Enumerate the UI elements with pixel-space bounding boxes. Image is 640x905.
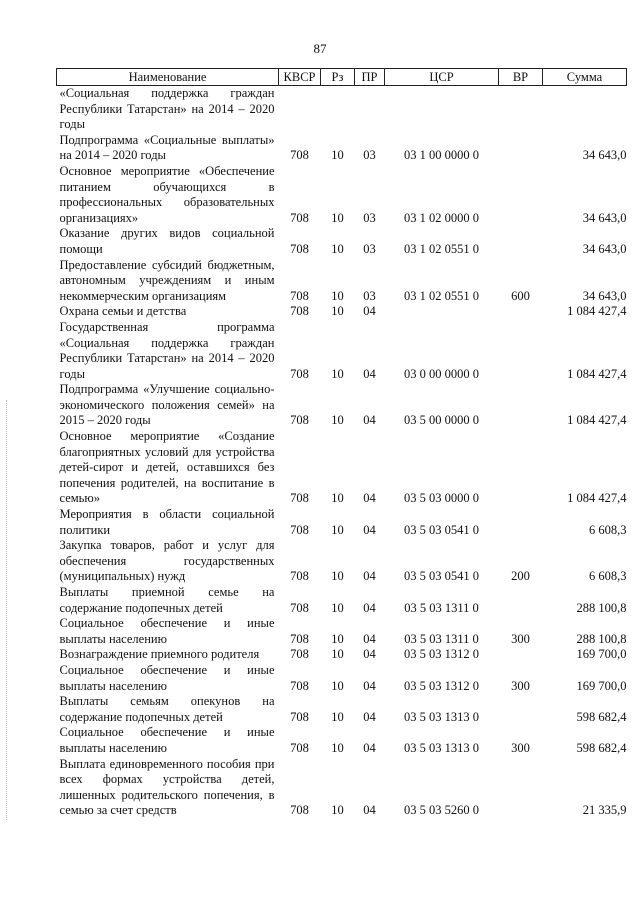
row-pr: 04	[363, 740, 376, 755]
row-kvsr: 708	[290, 288, 309, 303]
row-rz: 10	[331, 288, 344, 303]
row-pr: 04	[363, 569, 376, 584]
page-number: 87	[313, 41, 327, 56]
row-pr: 04	[363, 647, 376, 662]
row-rz	[321, 86, 355, 133]
row-kvsr: 708	[290, 304, 309, 319]
row-sum: 1 084 427,4	[567, 304, 627, 319]
table-row	[57, 507, 627, 538]
table-row	[57, 538, 627, 585]
row-name: Подпрограмма «Социальные выплаты» на 2014 – 2020 годы	[59, 132, 275, 163]
row-vr: 600	[511, 288, 530, 303]
row-csr	[385, 304, 499, 320]
row-rz: 10	[331, 366, 344, 381]
row-csr: 03 5 03 1311 0	[404, 631, 479, 646]
row-csr: 03 1 02 0551 0	[404, 288, 479, 303]
row-name: Основное мероприятие «Обеспечение питанием обучающихся в профессиональных образовательных организациях»	[59, 163, 275, 225]
row-kvsr: 708	[290, 600, 309, 615]
row-kvsr	[279, 86, 321, 133]
table-row	[57, 585, 627, 616]
row-name: Подпрограмма «Улучшение социально-экономического положения семей» на 2015 – 2020 годы	[59, 382, 275, 428]
table-row	[57, 647, 627, 663]
row-sum: 34 643,0	[582, 241, 627, 256]
row-sum: 1 084 427,4	[567, 491, 627, 506]
row-csr: 03 1 02 0000 0	[404, 210, 479, 225]
table-row	[57, 725, 627, 756]
row-rz: 10	[331, 678, 344, 693]
row-pr: 04	[363, 709, 376, 724]
row-sum: 1 084 427,4	[567, 413, 627, 428]
row-sum: 6 608,3	[589, 569, 627, 584]
row-kvsr: 708	[290, 366, 309, 381]
row-rz: 10	[331, 803, 344, 818]
row-rz: 10	[331, 647, 344, 662]
row-csr: 03 5 03 0541 0	[404, 569, 479, 584]
row-kvsr: 708	[290, 413, 309, 428]
row-sum: 598 682,4	[576, 709, 627, 724]
row-vr	[499, 226, 543, 257]
table-row	[57, 429, 627, 507]
table-row	[57, 133, 627, 164]
row-csr: 03 1 02 0551 0	[404, 241, 479, 256]
row-name: Выплаты приемной семье на содержание подопечных детей	[59, 585, 275, 615]
row-sum: 288 100,8	[576, 600, 627, 615]
row-pr: 04	[363, 366, 376, 381]
row-pr: 04	[363, 600, 376, 615]
header-name: Наименование	[57, 69, 279, 86]
row-vr	[499, 86, 543, 133]
row-csr: 03 5 03 0000 0	[404, 491, 479, 506]
row-vr: 300	[511, 631, 530, 646]
table-row	[57, 757, 627, 819]
row-kvsr: 708	[290, 522, 309, 537]
row-kvsr: 708	[290, 631, 309, 646]
row-csr: 03 5 03 1313 0	[404, 740, 479, 755]
row-pr: 04	[363, 522, 376, 537]
table-row	[57, 164, 627, 226]
header-csr: ЦСР	[385, 69, 499, 86]
row-name: «Социальная поддержка граждан Республики Татарстан» на 2014 – 2020 годы	[59, 86, 275, 132]
row-pr: 04	[363, 413, 376, 428]
row-vr	[499, 304, 543, 320]
row-kvsr: 708	[290, 709, 309, 724]
table-row	[57, 694, 627, 725]
row-name: Оказание других видов социальной помощи	[59, 226, 275, 256]
row-pr: 04	[363, 631, 376, 646]
row-sum: 34 643,0	[582, 210, 627, 225]
row-sum: 1 084 427,4	[567, 366, 627, 381]
row-vr	[499, 382, 543, 429]
scan-edge	[6, 400, 8, 820]
row-kvsr: 708	[290, 740, 309, 755]
row-name: Социальное обеспечение и иные выплаты населению	[59, 662, 275, 693]
table-row	[57, 86, 627, 133]
row-vr: 300	[511, 678, 530, 693]
row-pr: 03	[363, 210, 376, 225]
table-row	[57, 616, 627, 647]
row-sum: 34 643,0	[582, 148, 627, 163]
row-sum: 288 100,8	[576, 631, 627, 646]
row-pr: 04	[363, 304, 376, 319]
row-name: Мероприятия в области социальной политики	[59, 507, 275, 537]
row-kvsr: 708	[290, 210, 309, 225]
row-name: Выплата единовременного пособия при всех формах устройства детей, лишенных родительского попечения, в семью за счет средств	[59, 756, 275, 818]
row-name: Социальное обеспечение и иные выплаты населению	[59, 725, 275, 755]
row-vr: 300	[511, 740, 530, 755]
row-vr	[499, 429, 543, 507]
row-csr: 03 5 03 1311 0	[404, 600, 479, 615]
row-vr	[499, 164, 543, 226]
row-sum: 169 700,0	[576, 678, 627, 693]
header-sum: Сумма	[543, 69, 627, 86]
row-rz: 10	[331, 740, 344, 755]
row-name: Вознаграждение приемного родителя	[59, 647, 260, 662]
row-pr: 03	[363, 148, 376, 163]
row-name: Закупка товаров, работ и услуг для обеспечения государственных (муниципальных) нужд	[59, 538, 275, 584]
row-name: Социальное обеспечение и иные выплаты населению	[59, 616, 275, 646]
row-pr	[355, 86, 385, 133]
row-csr: 03 5 03 5260 0	[404, 803, 479, 818]
row-kvsr: 708	[290, 569, 309, 584]
row-vr: 200	[511, 569, 530, 584]
row-name: Государственная программа «Социальная поддержка граждан Республики Татарстан» на 2014 – 2020 годы	[59, 319, 275, 381]
row-rz: 10	[331, 148, 344, 163]
row-csr: 03 5 03 0541 0	[404, 522, 479, 537]
header-rz: Рз	[321, 69, 355, 86]
row-rz: 10	[331, 522, 344, 537]
row-rz: 10	[331, 709, 344, 724]
row-vr	[499, 320, 543, 382]
row-rz: 10	[331, 631, 344, 646]
table-row	[57, 304, 627, 320]
row-rz: 10	[331, 210, 344, 225]
row-csr: 03 5 03 1312 0	[404, 678, 479, 693]
budget-table	[56, 68, 627, 819]
row-kvsr: 708	[290, 678, 309, 693]
row-vr	[499, 694, 543, 725]
table-row	[57, 258, 627, 305]
row-csr	[385, 86, 499, 133]
row-rz: 10	[331, 491, 344, 506]
row-kvsr: 708	[290, 803, 309, 818]
row-kvsr: 708	[290, 647, 309, 662]
row-kvsr: 708	[290, 241, 309, 256]
row-rz: 10	[331, 569, 344, 584]
header-kvsr: КВСР	[279, 69, 321, 86]
row-vr	[499, 585, 543, 616]
row-sum: 6 608,3	[589, 522, 627, 537]
table-row	[57, 663, 627, 694]
table-row	[57, 226, 627, 257]
row-sum	[543, 86, 627, 133]
row-pr: 04	[363, 491, 376, 506]
row-csr: 03 0 00 0000 0	[404, 366, 479, 381]
row-name: Выплаты семьям опекунов на содержание подопечных детей	[59, 694, 275, 724]
table-header-row	[57, 69, 627, 86]
row-vr	[499, 647, 543, 663]
row-csr: 03 5 03 1313 0	[404, 709, 479, 724]
row-rz: 10	[331, 600, 344, 615]
row-name: Предоставление субсидий бюджетным, автономным учреждениям и иным некоммерческим организациям	[59, 257, 275, 303]
table-row	[57, 382, 627, 429]
row-rz: 10	[331, 241, 344, 256]
row-sum: 21 335,9	[582, 803, 627, 818]
header-vr: ВР	[499, 69, 543, 86]
row-pr: 04	[363, 803, 376, 818]
row-pr: 04	[363, 678, 376, 693]
row-csr: 03 1 00 0000 0	[404, 148, 479, 163]
row-pr: 03	[363, 241, 376, 256]
row-rz: 10	[331, 413, 344, 428]
row-rz: 10	[331, 304, 344, 319]
row-kvsr: 708	[290, 148, 309, 163]
table-row	[57, 320, 627, 382]
row-kvsr: 708	[290, 491, 309, 506]
row-vr	[499, 757, 543, 819]
row-name: Охрана семьи и детства	[59, 304, 187, 319]
row-sum: 598 682,4	[576, 740, 627, 755]
row-vr	[499, 133, 543, 164]
row-csr: 03 5 00 0000 0	[404, 413, 479, 428]
header-pr: ПР	[355, 69, 385, 86]
row-sum: 34 643,0	[582, 288, 627, 303]
row-pr: 03	[363, 288, 376, 303]
row-sum: 169 700,0	[576, 647, 627, 662]
row-csr: 03 5 03 1312 0	[404, 647, 479, 662]
row-vr	[499, 507, 543, 538]
row-name: Основное мероприятие «Создание благоприятных условий для устройства детей-сирот и детей, оставшихся без попечения родителей, на воспитание в семью»	[59, 429, 275, 506]
